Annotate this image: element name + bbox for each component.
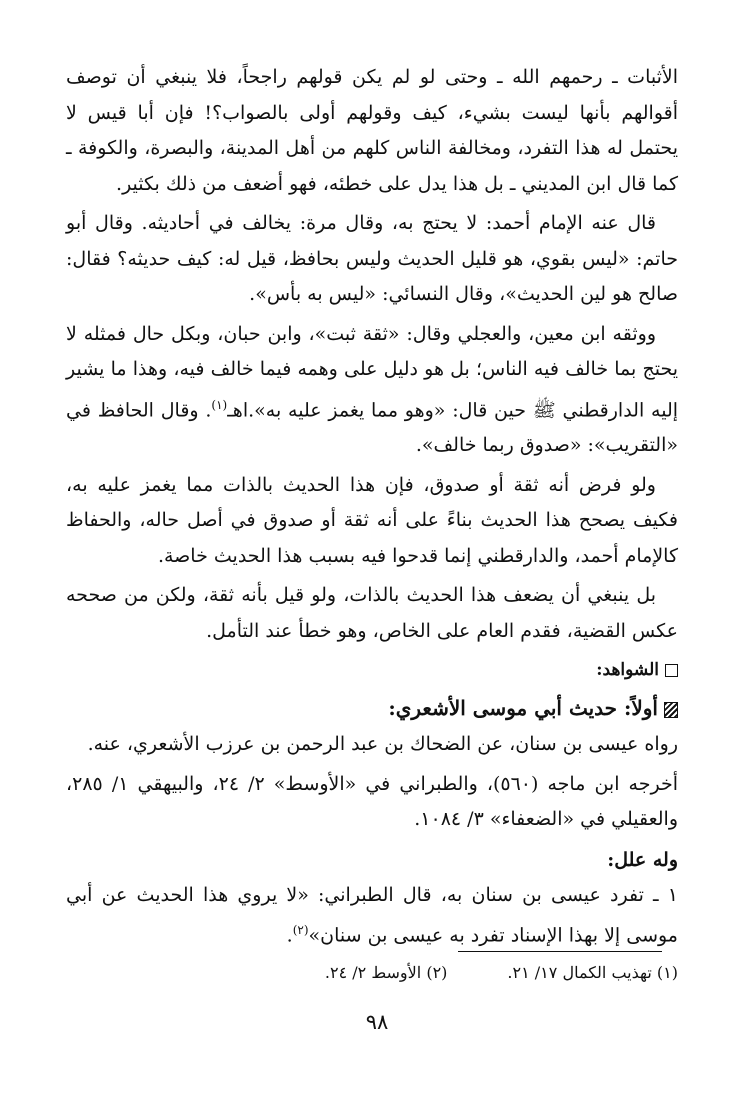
footnote-divider [458,951,662,952]
paragraph-6: رواه عيسى بن سنان، عن الضحاك بن عبد الرحمن بن عرزب الأشعري، عنه. [87,733,678,756]
paragraph-5: بل ينبغي أن يضعف هذا الحديث بالذات، ولو قيل بأنه ثقة، ولكن من صححه عكس القضية، فقدم العام على الخاص، وهو خطأ عند التأمل. [66,584,678,642]
footnotes [200,962,678,984]
book-icon [664,702,678,718]
paragraph-3-text-end: . وقال الحافظ في «التقريب»: «صدوق ربما خالف». [66,398,678,457]
paragraph-8 [66,878,678,954]
paragraph-3 [66,317,678,464]
subsection-heading-text: أولاً: حديث أبي موسى الأشعري: [388,696,658,721]
page-number: ٩٨ [365,1010,389,1034]
footnote-2: (٢) الأوسط ٢/ ٢٤. [324,963,448,982]
ilal-heading: وله علل: [607,848,678,871]
footnote-ref-2[interactable]: (٢) [292,923,309,938]
subsection-heading [66,689,678,727]
paragraph-8-text: ١ ـ تفرد عيسى بن سنان به، قال الطبراني: «لا يروي هذا الحديث عن أبي موسى إلا بهذا الإسناد تفرد به عيسى بن سنان» [66,883,678,947]
square-bullet-icon [665,664,678,677]
paragraph-3-text: ووثقه ابن معين، والعجلي وقال: «ثقة ثبت»، وابن حبان، وبكل حال فمثله لا يحتج بما خالف فيه الناس؛ بل هو دليل على وهمه فيما خالف فيه، وهذا ما يشير إليه الدارقطني ﷺ حين قال: «وهو مما يغمز عليه به».اهـ [66,322,679,421]
footnote-ref-1[interactable]: (١) [211,397,228,412]
paragraph-4: ولو فرض أنه ثقة أو صدوق، فإن هذا الحديث بالذات مما يغمز عليه به، فكيف يصحح هذا الحديث بناءً على أنه ثقة أو صدوق في أصل حاله، والحفاظ كالإمام أحمد، والدارقطني إنما قدحوا فيه بسبب هذا الحديث خاصة. [66,473,678,567]
paragraph-7: أخرجه ابن ماجه (٥٦٠)، والطبراني في «الأوسط» ٢/ ٢٤، والبيهقي ١/ ٢٨٥، والعقيلي في «الضعفاء» ٣/ ١٠٨٤. [66,772,678,831]
paragraph-2: قال عنه الإمام أحمد: لا يحتج به، وقال مرة: يخالف في أحاديثه. وقال أبو حاتم: «ليس بقوي، هو قليل الحديث وليس بحافظ، قيل له: كيف حديثه؟ فقال: صالح هو لين الحديث»، وقال النسائي: «ليس به بأس». [66,212,678,305]
paragraph-1: الأثبات ـ رحمهم الله ـ وحتى لو لم يكن قولهم راجحاً، فلا ينبغي أن توصف أقوالهم بأنها ليست بشيء، كيف وقولهم أولى بالصواب؟! فإن أبا قيس لا يحتمل له هذا التفرد، ومخالفة الناس كلهم من أهل المدينة، والبصرة، والكوفة ـ كما قال ابن المديني ـ بل هذا يدل على خطئه، فهو أضعف من ذلك بكثير. [66,66,678,195]
shawahid-label: الشواهد: [596,660,659,681]
section-heading-shawahid [66,655,678,685]
footnote-1: (١) تهذيب الكمال ١٧/ ٢١. [507,963,678,982]
paragraph-8-end: . [286,924,293,947]
